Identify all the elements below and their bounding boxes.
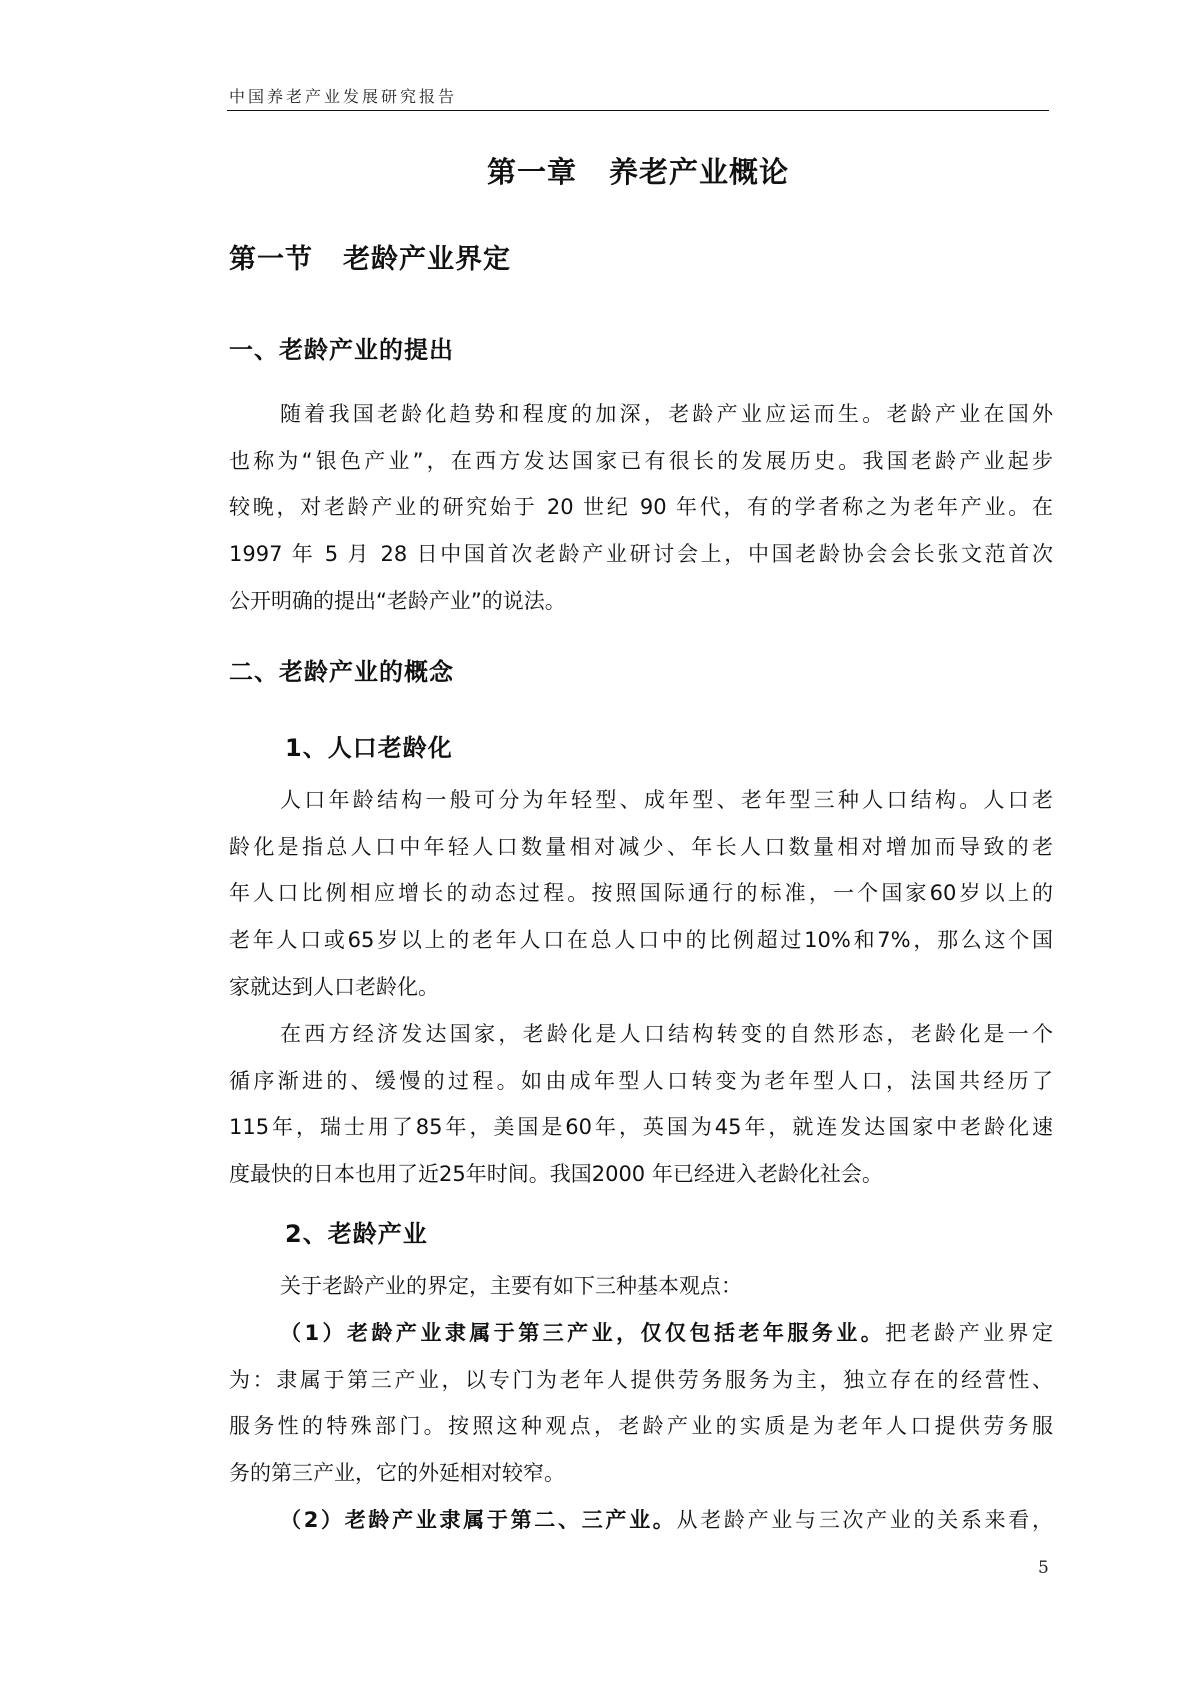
paragraph-line: 在西方经济发达国家，老龄化是人口结构转变的自然形态，老龄化是一个 bbox=[280, 1022, 1053, 1046]
viewpoint-2-line bbox=[280, 1504, 1053, 1534]
header-rule bbox=[227, 110, 1049, 111]
paragraph-line: 循序渐进的、缓慢的过程。如由成年型人口转变为老年型人口，法国共经历了 bbox=[229, 1069, 1053, 1093]
chapter-name: 养老产业概论 bbox=[609, 155, 790, 189]
paragraph-line: 公开明确的提出“老龄产业”的说法。 bbox=[229, 589, 566, 613]
paragraph-line: 年人口比例相应增长的动态过程。按照国际通行的标准，一个国家60岁以上的 bbox=[229, 881, 1053, 905]
chapter-number: 第一章 bbox=[486, 155, 577, 189]
paragraph-line: 龄化是指总人口中年轻人口数量相对减少、年长人口数量相对增加而导致的老 bbox=[229, 835, 1053, 859]
section-name: 老龄产业界定 bbox=[343, 244, 511, 275]
viewpoint-2-lead: （2）老龄产业隶属于第二、三产业。 bbox=[280, 1508, 677, 1532]
page-number: 5 bbox=[1038, 1558, 1049, 1578]
subheading-aging-industry: 2、老龄产业 bbox=[285, 1220, 428, 1248]
heading-part-1: 一、老龄产业的提出 bbox=[229, 336, 454, 364]
section-title bbox=[229, 237, 511, 276]
paragraph-line: 家就达到人口老龄化。 bbox=[229, 975, 439, 999]
viewpoint-2-text: 从老龄产业与三次产业的关系来看， bbox=[676, 1508, 1053, 1532]
chapter-title bbox=[227, 150, 1049, 191]
paragraph-line: 服务性的特殊部门。按照这种观点，老龄产业的实质是为老年人口提供劳务服 bbox=[229, 1414, 1053, 1438]
paragraph-line: 也称为“银色产业”，在西方发达国家已有很长的发展历史。我国老龄产业起步 bbox=[229, 449, 1053, 473]
paragraph-line: 关于老龄产业的界定，主要有如下三种基本观点： bbox=[280, 1274, 742, 1298]
viewpoint-1-text: 把老龄产业界定 bbox=[885, 1321, 1053, 1345]
paragraph-line: 115年，瑞士用了85年，美国是60年，英国为45年，就连发达国家中老龄化速 bbox=[229, 1115, 1053, 1139]
paragraph-line: 务的第三产业，它的外延相对较窄。 bbox=[229, 1461, 565, 1485]
viewpoint-1-line bbox=[280, 1317, 1053, 1347]
paragraph-line: 度最快的日本也用了近25年时间。我国2000 年已经进入老龄化社会。 bbox=[229, 1162, 883, 1186]
paragraph-line: 1997 年 5 月 28 日中国首次老龄产业研讨会上，中国老龄协会会长张文范首次 bbox=[229, 542, 1053, 566]
paragraph-line: 较晚，对老龄产业的研究始于 20 世纪 90 年代，有的学者称之为老年产业。在 bbox=[229, 495, 1053, 519]
paragraph-line: 人口年龄结构一般可分为年轻型、成年型、老年型三种人口结构。人口老 bbox=[280, 788, 1053, 812]
subheading-population-aging: 1、人口老龄化 bbox=[285, 734, 453, 762]
heading-part-2: 二、老龄产业的概念 bbox=[229, 658, 454, 686]
viewpoint-1-lead: （1）老龄产业隶属于第三产业，仅仅包括老年服务业。 bbox=[280, 1321, 886, 1345]
section-number: 第一节 bbox=[229, 244, 313, 275]
paragraph-line: 为：隶属于第三产业，以专门为老年人提供劳务服务为主，独立存在的经营性、 bbox=[229, 1368, 1053, 1392]
running-header: 中国养老产业发展研究报告 bbox=[229, 87, 458, 106]
paragraph-line: 随着我国老龄化趋势和程度的加深，老龄产业应运而生。老龄产业在国外 bbox=[280, 402, 1053, 426]
paragraph-line: 老年人口或65岁以上的老年人口在总人口中的比例超过10%和7%，那么这个国 bbox=[229, 928, 1053, 952]
